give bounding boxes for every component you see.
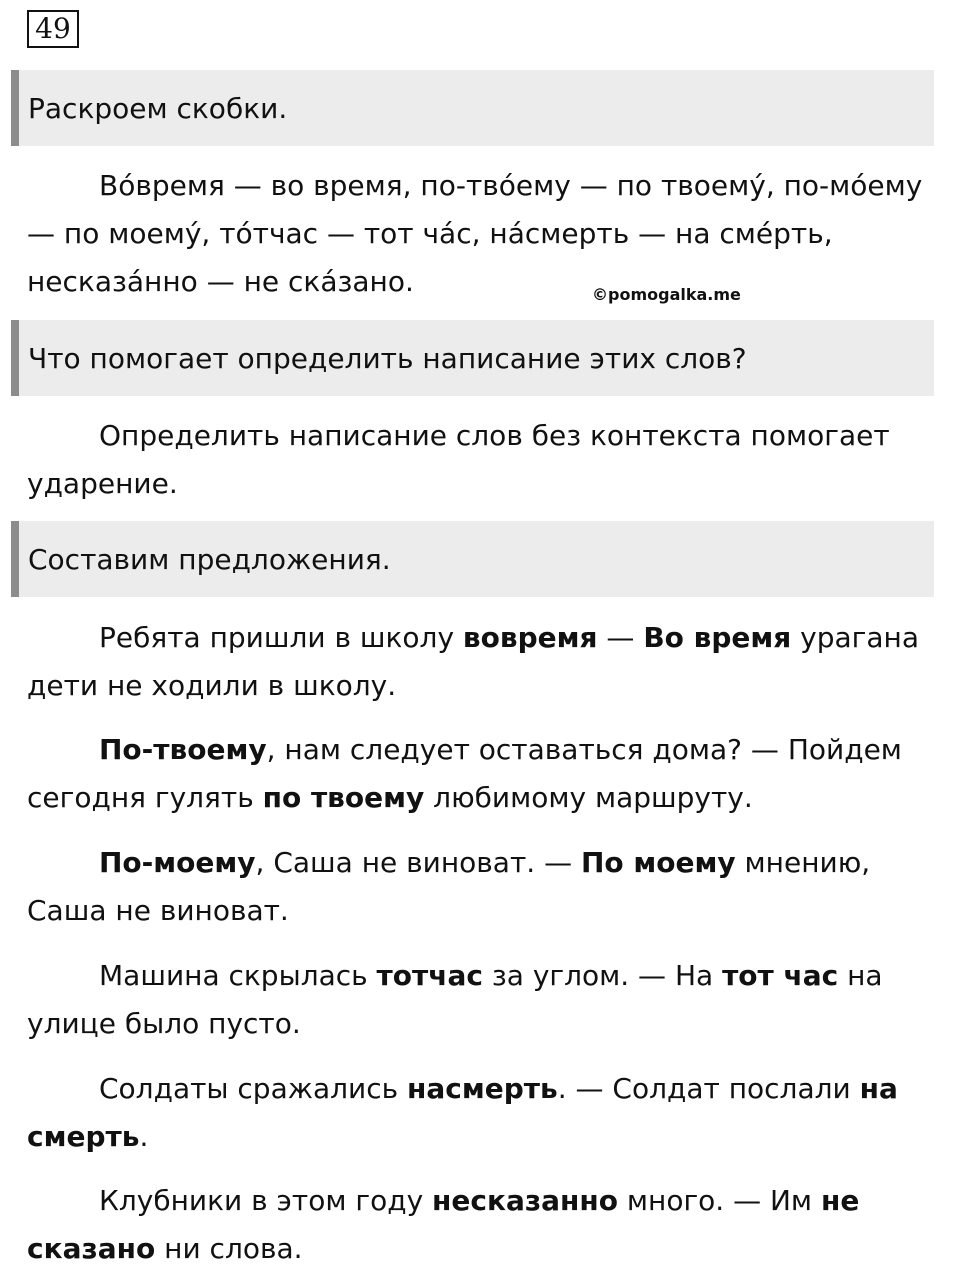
sentence-pair-4	[27, 952, 937, 1048]
sentence-text: .	[139, 1120, 149, 1153]
bold-word: насмерть	[407, 1072, 558, 1105]
bold-word: по твоему	[262, 781, 425, 814]
sentence-text: на улице было пусто.	[27, 959, 883, 1040]
sentence-text: урагана дети не ходили в школу.	[27, 621, 920, 702]
section-heading-spelling-question	[11, 320, 934, 396]
bold-word: несказанно	[432, 1184, 618, 1217]
sentence-text: . — Солдат послали	[557, 1072, 860, 1105]
sentence-text: мнению, Саша не виноват.	[27, 846, 871, 927]
answer-spelling-question: Определить написание слов без контекста помогает ударение.	[27, 419, 890, 500]
section-heading-make-sentences	[11, 521, 934, 597]
sentence-text: много. — Им	[617, 1184, 821, 1217]
bold-word: По моему	[580, 846, 736, 879]
sentence-pair-5	[27, 1065, 937, 1161]
sentence-pair-3	[27, 839, 937, 935]
bold-word: По-твоему	[99, 733, 267, 766]
sentence-text: за углом. — На	[482, 959, 723, 992]
sentence-text: —	[597, 621, 644, 654]
heading-text: Раскроем скобки.	[28, 91, 288, 125]
answer-open-brackets: Во́время — во время, по-тво́ему — по твоему́, по-мо́ему — по моему́, то́тчас — тот ча́с, на́смерть — на сме́рть, несказа́нно — не ска́зано.	[27, 169, 923, 298]
page-number: 49	[27, 10, 79, 48]
sentence-text: , нам следует оставаться дома? — Пойдем сегодня гулять	[27, 733, 902, 814]
sentence-text: Машина скрылась	[99, 959, 377, 992]
sentence-text: любимому маршруту.	[424, 781, 753, 814]
bold-word: на смерть	[27, 1072, 898, 1153]
bold-word: тот час	[722, 959, 839, 992]
sentence-text: ни слова.	[155, 1232, 303, 1265]
bold-word: не сказано	[27, 1184, 860, 1265]
sentence-text: Клубники в этом году	[99, 1184, 433, 1217]
bold-word: тотчас	[376, 959, 483, 992]
sentence-text: , Саша не виноват. —	[255, 846, 581, 879]
bold-word: По-моему	[99, 846, 256, 879]
sentence-text: Солдаты сражались	[99, 1072, 408, 1105]
sentence-pair-1	[27, 614, 937, 710]
sentence-pair-2	[27, 726, 937, 822]
bold-word: вовремя	[462, 621, 598, 654]
heading-text: Составим предложения.	[28, 542, 391, 576]
sentence-pair-6	[27, 1177, 937, 1273]
section-heading-open-brackets	[11, 70, 934, 146]
bold-word: Во время	[643, 621, 792, 654]
watermark: ©pomogalka.me	[592, 285, 741, 304]
heading-text: Что помогает определить написание этих слов?	[28, 341, 747, 375]
sentence-text: Ребята пришли в школу	[99, 621, 463, 654]
